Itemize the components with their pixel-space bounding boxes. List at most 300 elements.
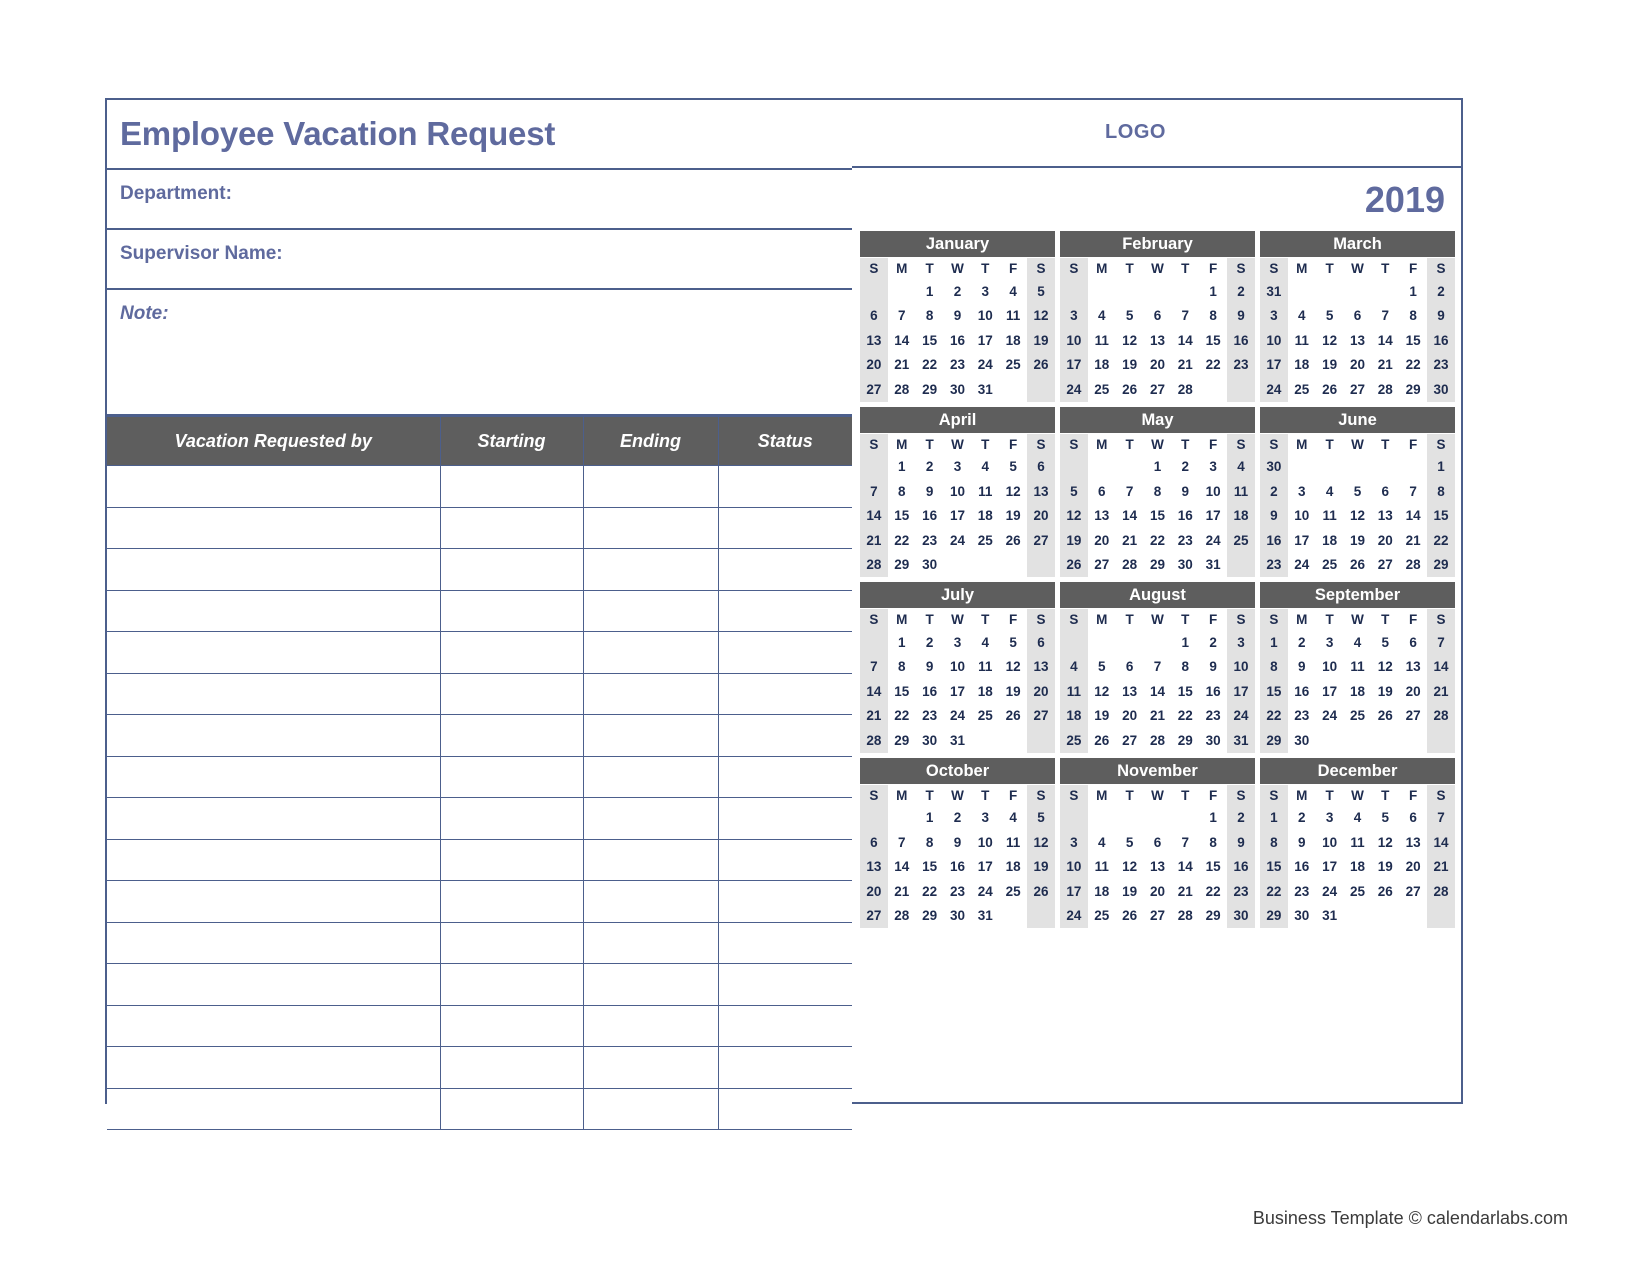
day-cell[interactable]: 30 (1294, 732, 1310, 748)
day-cell[interactable]: 28 (860, 728, 888, 753)
day-cell[interactable]: 6 (1153, 308, 1162, 324)
day-cell[interactable]: 17 (1205, 508, 1221, 524)
table-cell-starting[interactable] (440, 1088, 583, 1130)
day-cell[interactable]: 27 (1027, 704, 1055, 729)
day-cell[interactable]: 14 (1177, 859, 1193, 875)
day-cell[interactable]: 18 (1349, 859, 1365, 875)
day-cell[interactable]: 27 (1027, 528, 1055, 553)
table-cell-requested-by[interactable] (107, 756, 440, 798)
day-cell[interactable]: 24 (1294, 557, 1310, 573)
table-row[interactable] (107, 1088, 852, 1130)
day-cell[interactable]: 22 (1427, 528, 1455, 553)
day-cell[interactable]: 26 (1005, 708, 1021, 724)
table-cell-ending[interactable] (583, 466, 718, 508)
day-cell[interactable]: 2 (1298, 810, 1306, 826)
day-cell[interactable]: 29 (1177, 732, 1193, 748)
table-cell-requested-by[interactable] (107, 881, 440, 923)
day-cell[interactable]: 15 (1205, 859, 1221, 875)
day-cell[interactable]: 21 (1427, 679, 1455, 704)
table-cell-requested-by[interactable] (107, 1005, 440, 1047)
day-cell[interactable]: 16 (1227, 855, 1255, 880)
day-cell[interactable]: 30 (1177, 557, 1193, 573)
day-cell[interactable]: 26 (1122, 381, 1138, 397)
day-cell[interactable]: 2 (953, 810, 962, 826)
day-cell[interactable]: 22 (922, 357, 938, 373)
day-cell[interactable]: 11 (1294, 332, 1309, 348)
day-cell[interactable]: 4 (1060, 655, 1088, 680)
table-cell-requested-by[interactable] (107, 839, 440, 881)
day-cell[interactable]: 29 (1405, 381, 1421, 397)
day-cell[interactable]: 31 (1205, 557, 1221, 573)
day-cell[interactable]: 12 (1060, 504, 1088, 529)
day-cell[interactable]: 6 (1027, 630, 1055, 655)
day-cell[interactable]: 27 (1349, 381, 1365, 397)
table-cell-ending[interactable] (583, 632, 718, 674)
day-cell[interactable]: 6 (1409, 634, 1417, 650)
table-row[interactable] (107, 922, 852, 964)
day-cell[interactable]: 25 (1322, 557, 1338, 573)
day-cell[interactable]: 29 (922, 381, 938, 397)
day-cell[interactable]: 17 (1060, 353, 1088, 378)
day-cell[interactable]: 20 (1027, 679, 1055, 704)
day-cell[interactable]: 17 (977, 332, 993, 348)
day-cell[interactable]: 6 (1153, 834, 1162, 850)
day-cell[interactable]: 7 (1181, 834, 1190, 850)
day-cell[interactable]: 23 (1260, 553, 1288, 578)
table-row[interactable] (107, 673, 852, 715)
day-cell[interactable]: 22 (894, 532, 910, 548)
table-cell-ending[interactable] (583, 881, 718, 923)
day-cell[interactable]: 21 (860, 704, 888, 729)
day-cell[interactable]: 7 (1153, 659, 1162, 675)
day-cell[interactable]: 18 (1005, 859, 1021, 875)
day-cell[interactable]: 7 (898, 308, 906, 324)
day-cell[interactable]: 8 (925, 834, 934, 850)
day-cell[interactable]: 10 (977, 308, 993, 324)
table-cell-status[interactable] (718, 466, 852, 508)
day-cell[interactable]: 10 (977, 834, 993, 850)
table-cell-status[interactable] (718, 839, 852, 881)
day-cell[interactable]: 18 (1094, 357, 1110, 373)
day-cell[interactable]: 3 (1060, 830, 1088, 855)
day-cell[interactable]: 16 (1294, 859, 1310, 875)
day-cell[interactable]: 25 (1005, 357, 1021, 373)
day-cell[interactable]: 22 (922, 883, 938, 899)
day-cell[interactable]: 27 (1094, 557, 1110, 573)
day-cell[interactable]: 11 (1060, 679, 1088, 704)
day-cell[interactable]: 19 (1122, 883, 1138, 899)
day-cell[interactable]: 22 (1205, 883, 1221, 899)
day-cell[interactable]: 28 (1405, 557, 1421, 573)
day-cell[interactable]: 5 (1381, 810, 1390, 826)
day-cell[interactable]: 18 (1227, 504, 1255, 529)
table-cell-status[interactable] (718, 756, 852, 798)
day-cell[interactable]: 8 (1209, 834, 1217, 850)
day-cell[interactable]: 12 (1377, 834, 1393, 850)
day-cell[interactable]: 17 (1227, 679, 1255, 704)
table-cell-starting[interactable] (440, 881, 583, 923)
day-cell[interactable]: 20 (860, 353, 888, 378)
day-cell[interactable]: 30 (922, 732, 938, 748)
day-cell[interactable]: 12 (1027, 830, 1055, 855)
day-cell[interactable]: 12 (1005, 659, 1021, 675)
day-cell[interactable]: 7 (860, 479, 888, 504)
day-cell[interactable]: 20 (1094, 532, 1110, 548)
day-cell[interactable]: 11 (1350, 659, 1365, 675)
day-cell[interactable]: 26 (1377, 708, 1393, 724)
day-cell[interactable]: 11 (978, 483, 993, 499)
day-cell[interactable]: 25 (1094, 908, 1110, 924)
table-cell-ending[interactable] (583, 673, 718, 715)
day-cell[interactable]: 3 (1298, 483, 1306, 499)
day-cell[interactable]: 8 (1181, 659, 1190, 675)
day-cell[interactable]: 28 (860, 553, 888, 578)
day-cell[interactable]: 26 (1322, 381, 1338, 397)
day-cell[interactable]: 3 (953, 634, 962, 650)
day-cell[interactable]: 18 (1322, 532, 1338, 548)
day-cell[interactable]: 3 (1209, 459, 1217, 475)
day-cell[interactable]: 10 (1060, 855, 1088, 880)
table-cell-status[interactable] (718, 964, 852, 1006)
day-cell[interactable]: 29 (894, 732, 910, 748)
day-cell[interactable]: 31 (1260, 279, 1288, 304)
day-cell[interactable]: 15 (1149, 508, 1165, 524)
day-cell[interactable]: 25 (1005, 883, 1021, 899)
day-cell[interactable]: 13 (1027, 479, 1055, 504)
table-cell-requested-by[interactable] (107, 507, 440, 549)
day-cell[interactable]: 4 (1098, 308, 1106, 324)
day-cell[interactable]: 19 (1027, 328, 1055, 353)
day-cell[interactable]: 10 (1060, 328, 1088, 353)
day-cell[interactable]: 14 (1177, 332, 1193, 348)
day-cell[interactable]: 12 (1377, 659, 1393, 675)
table-cell-status[interactable] (718, 922, 852, 964)
day-cell[interactable]: 27 (860, 904, 888, 929)
day-cell[interactable]: 15 (894, 683, 910, 699)
table-cell-status[interactable] (718, 1088, 852, 1130)
day-cell[interactable]: 17 (1060, 879, 1088, 904)
day-cell[interactable]: 11 (1227, 479, 1255, 504)
day-cell[interactable]: 2 (1298, 634, 1306, 650)
day-cell[interactable]: 21 (1149, 708, 1165, 724)
day-cell[interactable]: 4 (1325, 483, 1334, 499)
table-cell-status[interactable] (718, 549, 852, 591)
day-cell[interactable]: 19 (1322, 357, 1338, 373)
day-cell[interactable]: 16 (949, 332, 965, 348)
day-cell[interactable]: 10 (1205, 483, 1221, 499)
table-cell-requested-by[interactable] (107, 798, 440, 840)
day-cell[interactable]: 13 (1027, 655, 1055, 680)
day-cell[interactable]: 9 (925, 659, 934, 675)
day-cell[interactable]: 9 (953, 834, 962, 850)
day-cell[interactable]: 8 (1260, 655, 1288, 680)
day-cell[interactable]: 7 (1181, 308, 1190, 324)
day-cell[interactable]: 5 (1027, 806, 1055, 831)
day-cell[interactable]: 20 (1149, 357, 1165, 373)
day-cell[interactable]: 22 (1405, 357, 1421, 373)
day-cell[interactable]: 22 (1149, 532, 1165, 548)
day-cell[interactable]: 19 (1377, 683, 1393, 699)
day-cell[interactable]: 13 (860, 328, 888, 353)
table-cell-requested-by[interactable] (107, 964, 440, 1006)
table-cell-status[interactable] (718, 881, 852, 923)
table-cell-ending[interactable] (583, 507, 718, 549)
day-cell[interactable]: 18 (1349, 683, 1365, 699)
day-cell[interactable]: 10 (1322, 834, 1338, 850)
table-cell-starting[interactable] (440, 839, 583, 881)
day-cell[interactable]: 2 (1227, 806, 1255, 831)
day-cell[interactable]: 27 (1405, 708, 1421, 724)
day-cell[interactable]: 8 (1260, 830, 1288, 855)
day-cell[interactable]: 3 (1060, 304, 1088, 329)
day-cell[interactable]: 24 (1322, 883, 1338, 899)
day-cell[interactable]: 4 (1227, 455, 1255, 480)
day-cell[interactable]: 7 (898, 834, 906, 850)
day-cell[interactable]: 26 (1060, 553, 1088, 578)
day-cell[interactable]: 29 (894, 557, 910, 573)
day-cell[interactable]: 17 (1260, 353, 1288, 378)
day-cell[interactable]: 28 (1177, 381, 1193, 397)
day-cell[interactable]: 14 (894, 332, 910, 348)
table-cell-requested-by[interactable] (107, 466, 440, 508)
day-cell[interactable]: 16 (1294, 683, 1310, 699)
day-cell[interactable]: 23 (1427, 353, 1455, 378)
table-row[interactable] (107, 1047, 852, 1089)
day-cell[interactable]: 20 (1377, 532, 1393, 548)
table-cell-starting[interactable] (440, 590, 583, 632)
table-cell-ending[interactable] (583, 715, 718, 757)
day-cell[interactable]: 8 (925, 308, 934, 324)
day-cell[interactable]: 24 (1060, 377, 1088, 402)
day-cell[interactable]: 23 (1294, 708, 1310, 724)
day-cell[interactable]: 14 (860, 504, 888, 529)
day-cell[interactable]: 20 (1122, 708, 1138, 724)
day-cell[interactable]: 5 (1125, 834, 1134, 850)
table-cell-starting[interactable] (440, 798, 583, 840)
day-cell[interactable]: 12 (1322, 332, 1338, 348)
table-cell-starting[interactable] (440, 1047, 583, 1089)
day-cell[interactable]: 17 (949, 508, 965, 524)
day-cell[interactable]: 1 (1181, 634, 1190, 650)
day-cell[interactable]: 6 (1125, 659, 1134, 675)
day-cell[interactable]: 14 (1427, 655, 1455, 680)
day-cell[interactable]: 14 (1427, 830, 1455, 855)
day-cell[interactable]: 24 (1205, 532, 1221, 548)
day-cell[interactable]: 24 (1227, 704, 1255, 729)
day-cell[interactable]: 26 (1005, 532, 1021, 548)
day-cell[interactable]: 21 (894, 357, 910, 373)
day-cell[interactable]: 7 (1125, 483, 1134, 499)
day-cell[interactable]: 21 (860, 528, 888, 553)
day-cell[interactable]: 10 (1227, 655, 1255, 680)
day-cell[interactable]: 16 (1260, 528, 1288, 553)
day-cell[interactable]: 1 (1409, 283, 1417, 299)
day-cell[interactable]: 25 (1294, 381, 1310, 397)
table-cell-ending[interactable] (583, 922, 718, 964)
day-cell[interactable]: 12 (1005, 483, 1021, 499)
day-cell[interactable]: 1 (1260, 630, 1288, 655)
day-cell[interactable]: 15 (1427, 504, 1455, 529)
day-cell[interactable]: 25 (1227, 528, 1255, 553)
day-cell[interactable]: 2 (1260, 479, 1288, 504)
table-cell-starting[interactable] (440, 673, 583, 715)
day-cell[interactable]: 14 (1149, 683, 1165, 699)
day-cell[interactable]: 19 (1122, 357, 1138, 373)
table-cell-status[interactable] (718, 507, 852, 549)
day-cell[interactable]: 1 (1153, 459, 1162, 475)
day-cell[interactable]: 26 (1122, 908, 1138, 924)
day-cell[interactable]: 23 (1294, 883, 1310, 899)
table-cell-starting[interactable] (440, 715, 583, 757)
day-cell[interactable]: 21 (894, 883, 910, 899)
day-cell[interactable]: 15 (922, 859, 938, 875)
day-cell[interactable]: 1 (1427, 455, 1455, 480)
day-cell[interactable]: 4 (1098, 834, 1106, 850)
day-cell[interactable]: 23 (949, 357, 965, 373)
table-cell-ending[interactable] (583, 1088, 718, 1130)
table-cell-requested-by[interactable] (107, 922, 440, 964)
day-cell[interactable]: 19 (1005, 508, 1021, 524)
day-cell[interactable]: 27 (1149, 908, 1165, 924)
day-cell[interactable]: 13 (860, 855, 888, 880)
day-cell[interactable]: 5 (1060, 479, 1088, 504)
day-cell[interactable]: 12 (1122, 332, 1138, 348)
day-cell[interactable]: 23 (1227, 353, 1255, 378)
day-cell[interactable]: 24 (949, 532, 965, 548)
day-cell[interactable]: 14 (1405, 508, 1421, 524)
day-cell[interactable]: 3 (981, 283, 990, 299)
day-cell[interactable]: 22 (894, 708, 910, 724)
day-cell[interactable]: 16 (1205, 683, 1221, 699)
day-cell[interactable]: 30 (922, 557, 938, 573)
day-cell[interactable]: 27 (860, 377, 888, 402)
day-cell[interactable]: 3 (1325, 810, 1334, 826)
day-cell[interactable]: 19 (1377, 859, 1393, 875)
table-cell-starting[interactable] (440, 549, 583, 591)
table-cell-starting[interactable] (440, 756, 583, 798)
day-cell[interactable]: 14 (860, 679, 888, 704)
day-cell[interactable]: 19 (1027, 855, 1055, 880)
table-row[interactable] (107, 466, 852, 508)
day-cell[interactable]: 27 (1122, 732, 1138, 748)
day-cell[interactable]: 20 (1149, 883, 1165, 899)
day-cell[interactable]: 8 (1427, 479, 1455, 504)
day-cell[interactable]: 1 (1209, 810, 1217, 826)
day-cell[interactable]: 30 (949, 908, 965, 924)
field-department[interactable] (107, 170, 852, 230)
day-cell[interactable]: 23 (1177, 532, 1193, 548)
table-cell-ending[interactable] (583, 798, 718, 840)
day-cell[interactable]: 21 (1177, 883, 1193, 899)
day-cell[interactable]: 11 (1006, 308, 1021, 324)
day-cell[interactable]: 13 (1349, 332, 1365, 348)
table-cell-requested-by[interactable] (107, 1047, 440, 1089)
day-cell[interactable]: 11 (1350, 834, 1365, 850)
day-cell[interactable]: 19 (1349, 532, 1365, 548)
table-row[interactable] (107, 881, 852, 923)
day-cell[interactable]: 30 (949, 381, 965, 397)
day-cell[interactable]: 26 (1377, 883, 1393, 899)
day-cell[interactable]: 28 (1427, 704, 1455, 729)
day-cell[interactable]: 5 (1098, 659, 1106, 675)
day-cell[interactable]: 25 (977, 708, 993, 724)
day-cell[interactable]: 12 (1122, 859, 1138, 875)
day-cell[interactable]: 1 (1209, 283, 1217, 299)
table-cell-status[interactable] (718, 632, 852, 674)
day-cell[interactable]: 13 (1149, 859, 1165, 875)
day-cell[interactable]: 4 (1009, 283, 1017, 299)
day-cell[interactable]: 29 (1260, 904, 1288, 929)
day-cell[interactable]: 18 (977, 683, 993, 699)
day-cell[interactable]: 17 (977, 859, 993, 875)
day-cell[interactable]: 20 (1027, 504, 1055, 529)
day-cell[interactable]: 24 (1060, 904, 1088, 929)
day-cell[interactable]: 5 (1009, 634, 1017, 650)
day-cell[interactable]: 4 (1298, 308, 1306, 324)
day-cell[interactable]: 7 (1427, 806, 1455, 831)
day-cell[interactable]: 9 (1227, 830, 1255, 855)
day-cell[interactable]: 10 (1294, 508, 1310, 524)
day-cell[interactable]: 12 (1027, 304, 1055, 329)
day-cell[interactable]: 17 (949, 683, 965, 699)
day-cell[interactable]: 11 (1094, 332, 1109, 348)
day-cell[interactable]: 25 (1349, 708, 1365, 724)
day-cell[interactable]: 29 (922, 908, 938, 924)
day-cell[interactable]: 6 (860, 830, 888, 855)
table-cell-starting[interactable] (440, 632, 583, 674)
day-cell[interactable]: 15 (1205, 332, 1221, 348)
day-cell[interactable]: 19 (1005, 683, 1021, 699)
day-cell[interactable]: 16 (922, 508, 938, 524)
table-row[interactable] (107, 839, 852, 881)
table-cell-ending[interactable] (583, 839, 718, 881)
day-cell[interactable]: 7 (1427, 630, 1455, 655)
day-cell[interactable]: 11 (1094, 859, 1109, 875)
day-cell[interactable]: 1 (925, 810, 934, 826)
day-cell[interactable]: 9 (953, 308, 962, 324)
table-cell-ending[interactable] (583, 1005, 718, 1047)
day-cell[interactable]: 7 (860, 655, 888, 680)
table-cell-ending[interactable] (583, 549, 718, 591)
day-cell[interactable]: 21 (1177, 357, 1193, 373)
day-cell[interactable]: 17 (1322, 859, 1338, 875)
day-cell[interactable]: 21 (1377, 357, 1393, 373)
day-cell[interactable]: 31 (977, 381, 993, 397)
day-cell[interactable]: 2 (1427, 279, 1455, 304)
table-cell-ending[interactable] (583, 756, 718, 798)
day-cell[interactable]: 8 (1209, 308, 1217, 324)
day-cell[interactable]: 20 (1349, 357, 1365, 373)
table-cell-starting[interactable] (440, 507, 583, 549)
day-cell[interactable]: 13 (1094, 508, 1110, 524)
day-cell[interactable]: 16 (1427, 328, 1455, 353)
day-cell[interactable]: 4 (981, 634, 990, 650)
day-cell[interactable]: 28 (894, 908, 910, 924)
day-cell[interactable]: 18 (1094, 883, 1110, 899)
day-cell[interactable]: 11 (1006, 834, 1021, 850)
day-cell[interactable]: 15 (894, 508, 910, 524)
table-cell-ending[interactable] (583, 1047, 718, 1089)
day-cell[interactable]: 16 (1227, 328, 1255, 353)
day-cell[interactable]: 22 (1260, 704, 1288, 729)
day-cell[interactable]: 12 (1349, 508, 1365, 524)
day-cell[interactable]: 26 (1094, 732, 1110, 748)
day-cell[interactable]: 24 (949, 708, 965, 724)
table-row[interactable] (107, 798, 852, 840)
table-cell-starting[interactable] (440, 922, 583, 964)
day-cell[interactable]: 25 (1094, 381, 1110, 397)
day-cell[interactable]: 20 (1405, 683, 1421, 699)
